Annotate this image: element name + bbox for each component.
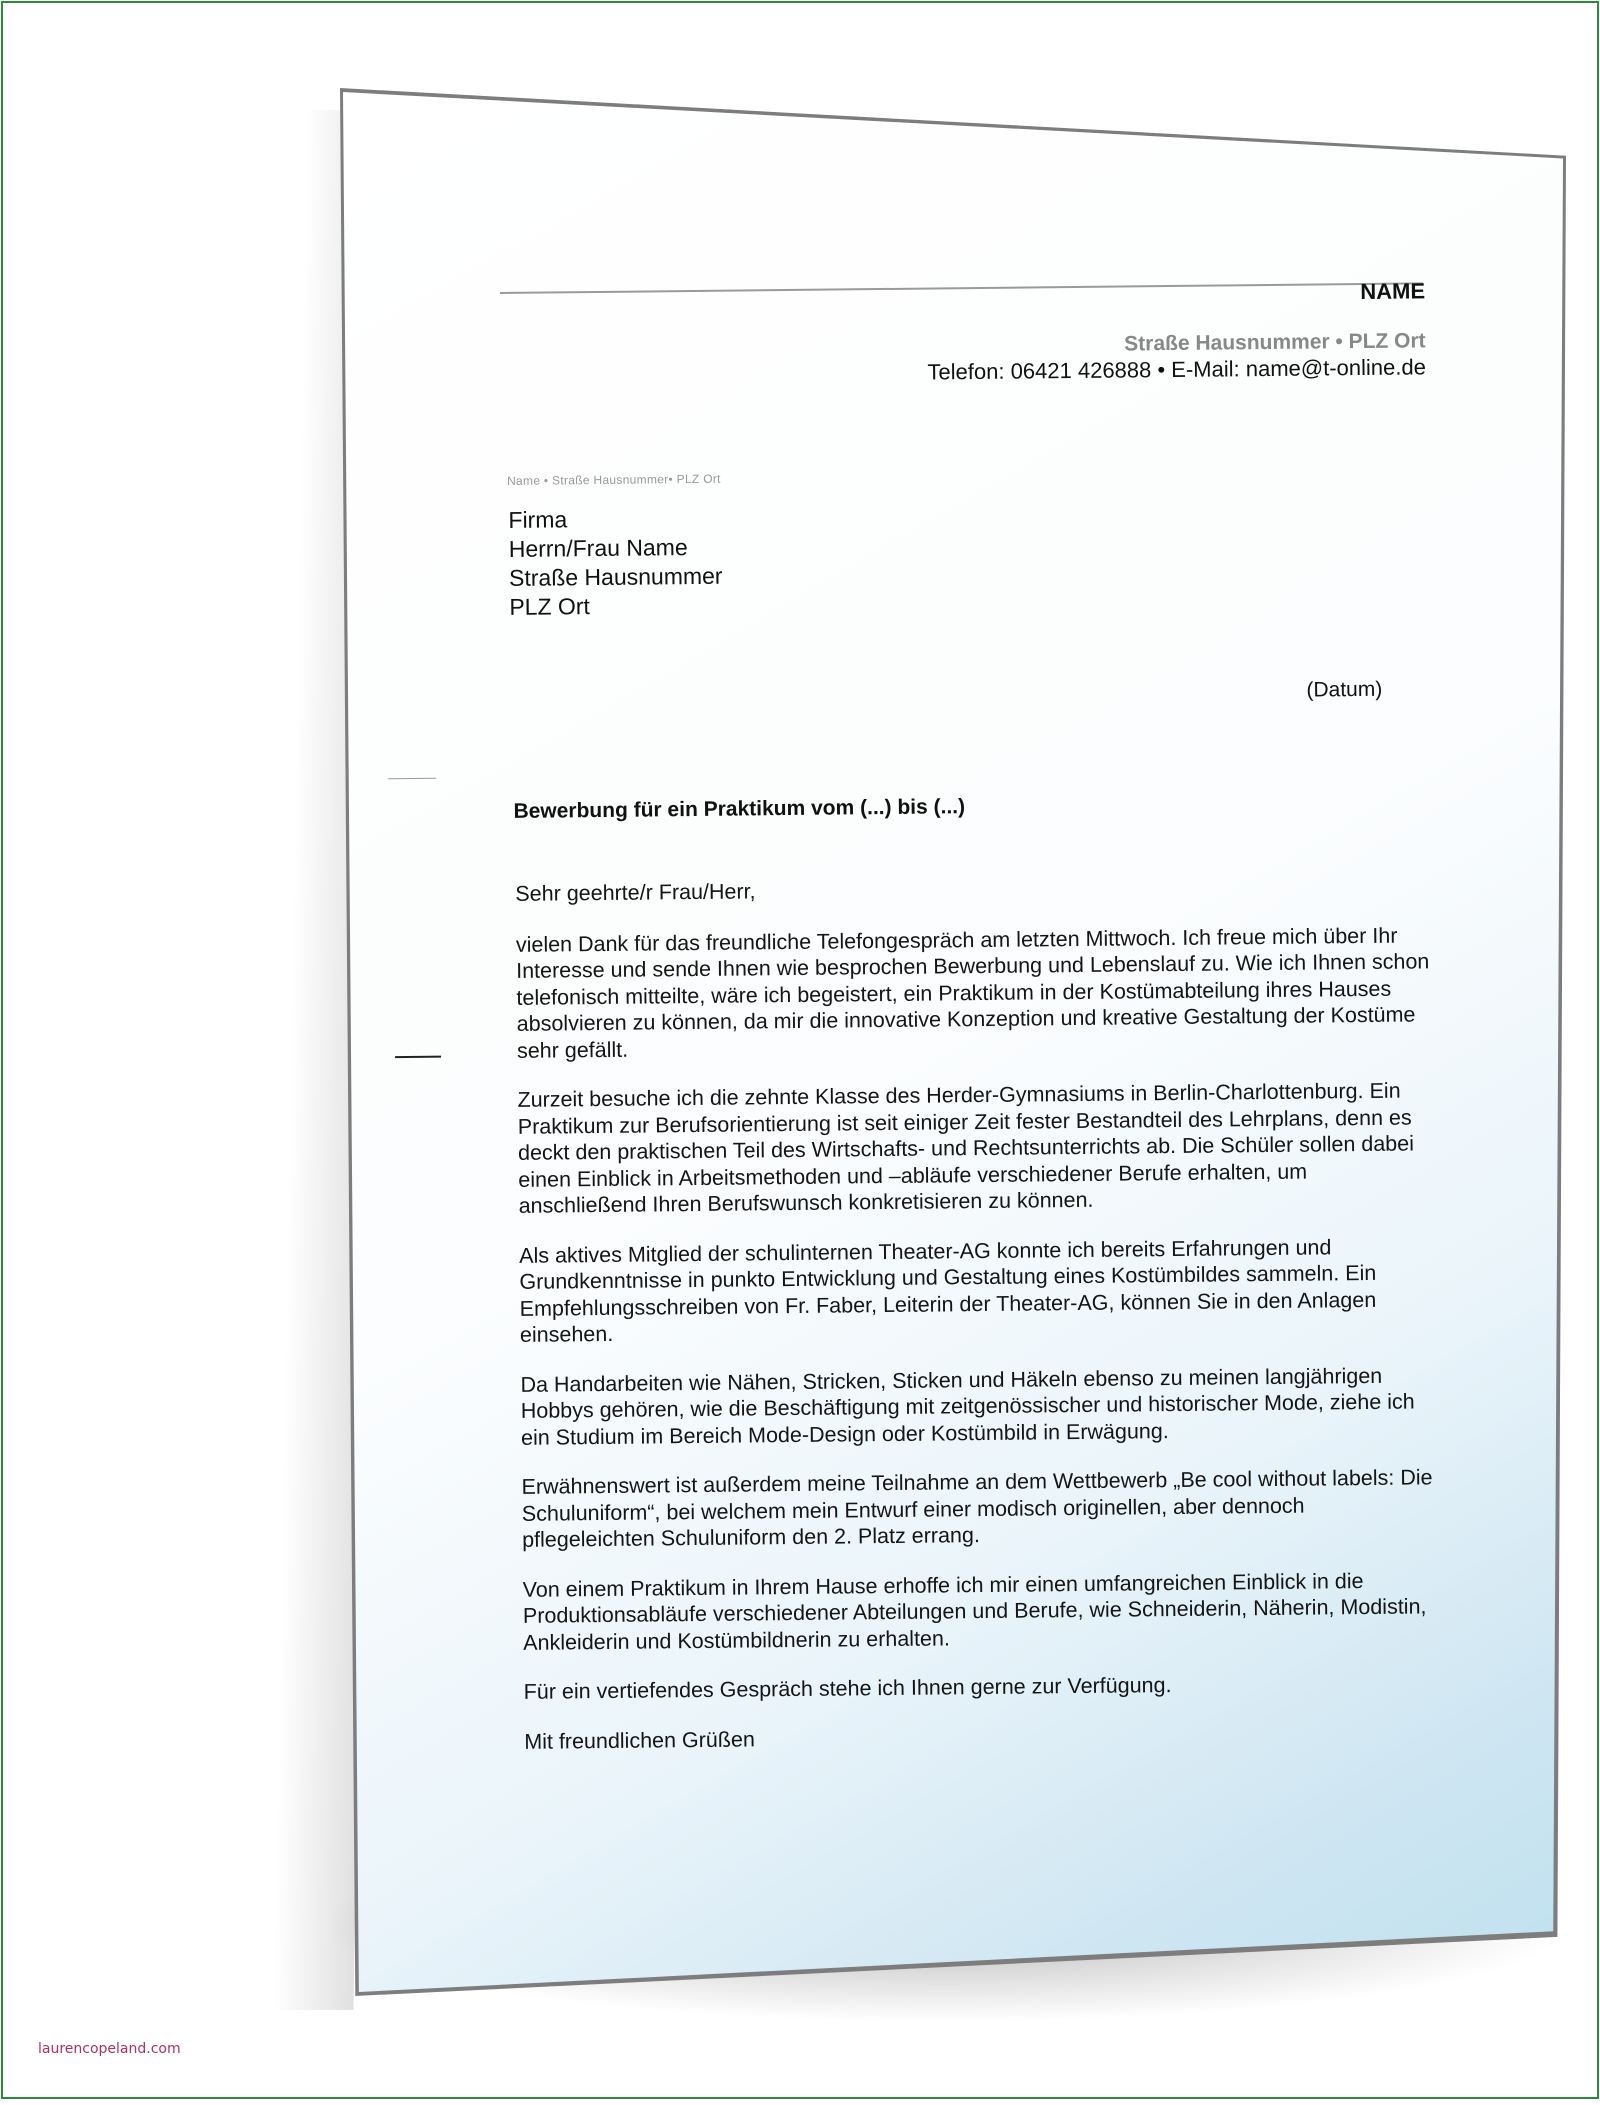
watermark-text: laurencopeland.com: [38, 2041, 181, 2057]
recipient-street: Straße Hausnummer: [508, 562, 723, 591]
recipient-person: Herrn/Frau Name: [508, 534, 688, 562]
letter-date: (Datum): [1306, 677, 1383, 702]
recipient-company: Firma: [508, 506, 568, 533]
salutation: Sehr geehrte/r Frau/Herr,: [515, 879, 756, 906]
fold-mark-top: [388, 778, 436, 780]
letter-subject: Bewerbung für ein Praktikum vom (...) bis (...): [513, 795, 966, 823]
recipient-block: [508, 504, 723, 622]
sender-contact: Telefon: 06421 426888 • E-Mail: name@t-online.de: [927, 354, 1427, 385]
body-paragraph: Als aktives Mitglied der schulinternen Theater-AG konnte ich bereits Erfahrungen und Grundkenntnisse in punkto Entwicklung und Gestaltung eines Kostümbildes sammeln. Ein Empfehlungsschreiben von Fr. Faber, Leiterin der Theater-AG, können Sie in den Anlagen einsehen.: [519, 1234, 1377, 1347]
body-paragraph: Für ein vertiefendes Gespräch stehe ich Ihnen gerne zur Verfügung.: [523, 1673, 1172, 1704]
body-paragraph: vielen Dank für das freundliche Telefongespräch am letzten Mittwoch. Ich freue mich über Ihr Interesse und sende Ihnen wie besprochen Bewerbung und Lebenslauf zu. Wie ich Ihnen schon telefonisch mitteilte, wäre ich begeistert, ein Praktikum in der Kostümabteilung ihres Hauses absolvieren zu können, da mir die innovative Konzeption und kreative Gestaltung der Kostüme sehr gefällt.: [515, 923, 1430, 1063]
body-paragraph: Von einem Praktikum in Ihrem Hause erhoffe ich mir einen umfangreichen Einblick in die Produktionsabläufe verschiedener Abteilungen und Berufe, wie Schneiderin, Näherin, Modistin, Ankleiderin und Kostümbildnerin zu erhalten.: [522, 1568, 1427, 1655]
body-paragraph: Erwähnenswert ist außerdem meine Teilnahme an dem Wettbewerb „Be cool without labels: Die Schuluniform“, bei welchem mein Entwurf einer modisch originellen, aber dennoch pflegeleichten Schuluniform den 2. Platz errang.: [521, 1465, 1433, 1552]
body-paragraph: Zurzeit besuche ich die zehnte Klasse des Herder-Gymnasiums in Berlin-Charlottenburg. Ein Praktikum zur Berufsorientierung ist seit einiger Zeit fester Bestandteil des Lehrplans, denn es deckt den praktischen Teil des Wirtschafts- und Rechtsunterrichts ab. Die Schüler sollen dabei einen Einblick in Arbeitsmethoden und –abläufe verschiedener Berufe erhalten, um anschließend Ihren Berufswunsch konkretisieren zu können.: [517, 1078, 1415, 1218]
punch-mark: [395, 1056, 441, 1058]
body-paragraph: Da Handarbeiten wie Nähen, Stricken, Sticken und Häkeln ebenso zu meinen langjährigen Hobbys gehören, wie die Beschäftigung mit zeitgenössischer und historischer Mode, ziehe ich ein Studium im Bereich Mode-Design oder Kostümbild in Erwägung.: [520, 1363, 1415, 1450]
sender-name: NAME: [1360, 278, 1426, 305]
return-address-line: Name • Straße Hausnummer• PLZ Ort: [506, 471, 721, 488]
letter-body: [515, 871, 1444, 1778]
sender-address: Straße Hausnummer • PLZ Ort: [1124, 329, 1426, 356]
closing: Mit freundlichen Grüßen: [524, 1726, 755, 1754]
recipient-city: PLZ Ort: [509, 593, 591, 620]
